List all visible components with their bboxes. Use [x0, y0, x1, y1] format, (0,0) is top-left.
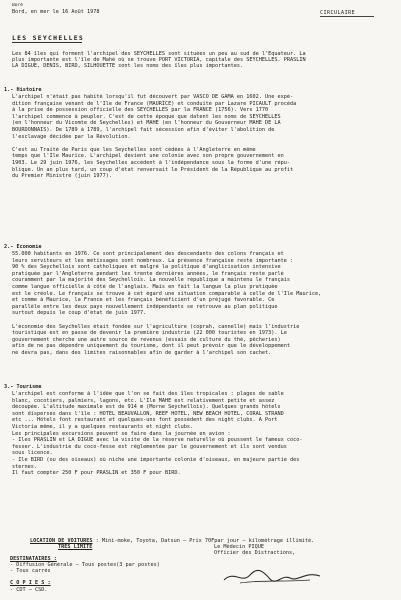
- paragraph-line: blanc, cocotiers, palmiers, lagons, etc. L'Ile MAHE est relativement petite et assez: [12, 397, 275, 404]
- paragraph-line: Victoria même, il y a quelques restaurants et night clubs.: [12, 424, 194, 430]
- paragraph-line: sternes.: [12, 463, 37, 470]
- paragraph-line: - Ile BIRD (ou des oiseaux) où niche une importante colonie d'oiseaux, en majeure partie des: [12, 457, 300, 463]
- paragraph-line: est le créole. Le français se trouve à cet égard une situation comparable à celle de l'Ile Maurice,: [12, 290, 322, 297]
- paragraph-line: BOURDONNAIS). De 1789 à 1789, l'archipel fait sécession afin d'éviter l'abolition de: [12, 127, 275, 133]
- paragraph-line: temps que l'Ile Maurice. L'archipel devient une colonie avec son propre gouvernement en: [12, 153, 284, 160]
- paragraph-line: (en l'honneur du Vicomte de Seychelles) et MAHE (en l'honneur du Gouverneur MAHE DE LA: [12, 120, 281, 127]
- signature-title: Officier des Distractions,: [214, 550, 296, 556]
- paragraph-line: blique. Un an plus tard, un coup d'état renversait le Président de la République au profit: [12, 166, 294, 173]
- paragraph-line: pratiquée par l'Angleterre pendant les trente dernières années, le français reste parlé: [12, 270, 284, 277]
- rental-label: LOCATION DE VOITURES: [30, 538, 93, 544]
- title-underline: [12, 42, 82, 43]
- intro-line: LA DIGUE, DENIS, BIRD, SILHOUETTE sont les noms des îles plus importantes.: [12, 63, 244, 69]
- paragraph-line: L'archipel n'était pas habité lorsqu'il fut découvert par VASCO DE GAMA en 1602. Une expé-: [12, 94, 294, 100]
- paragraph-line: L'économie des Seychelles était fondée sur l'agriculture (coprah, cannelle) mais l'industrie: [12, 323, 300, 330]
- circulaire-stamp: CIRCULAIRE: [320, 10, 374, 17]
- paragraph-line: l'archipel commence à peupler. C'est de cette époque que datent les noms de SEYCHELLES: [12, 113, 281, 120]
- paragraph-line: 90 % des Seychellois sont catholiques et malgré la politique d'anglicisation intensive: [12, 264, 281, 271]
- rental-text: : Mini-moke, Toyota, Datsun – Prix 70Fpar jour – kilométrage illimité.: [95, 538, 315, 544]
- section-heading: 3.- Tourisme: [4, 384, 42, 390]
- distribution-heading: DESTINATAIRES :: [10, 556, 57, 562]
- paragraph-line: gouvernement cherche une autre source de revenus (essais de culture du thé, pêcheries): [12, 336, 281, 343]
- paragraph-line: Les principales excursions peuvent se faire dans la journée en avion :: [12, 430, 231, 437]
- intro-line: Les 84 îles qui forment l'archipel des SEYCHELLES sont situées un peu au sud de l'Equateur. La: [12, 51, 306, 57]
- handwritten-signature: [220, 566, 325, 588]
- paragraph-line: 55.000 habitants en 1976. Ce sont principalement des descendants des colons français et: [12, 251, 284, 257]
- document-title: LES SEYCHELLES: [12, 34, 85, 42]
- paragraph-line: dition française venant de l'Ile de France (MAURICE) et conduite par Lazare PICAULT procéda: [12, 100, 297, 107]
- copies-item: - CDT – CSD.: [10, 587, 48, 593]
- paragraph-line: et comme à Maurice, la France et les français bénéficient d'un préjugé favorable. Ce: [12, 297, 275, 304]
- paragraph-line: comme langue officielle à côté de l'anglais. Mais en fait la langue la plus pratiquée: [12, 284, 278, 290]
- paragraph-line: sont dispersés dans l'île : HOTEL BEAUVALLON, REEF HOTEL, NEW BEACH HOTEL, CORAL STRAND: [12, 410, 284, 417]
- paragraph-line: ne devra pas, dans des limites raisonnables afin de garder à l'archipel son cachet.: [12, 350, 272, 356]
- copies-heading: C O P I E S :: [10, 580, 51, 586]
- paragraph-line: touristique est en passe de devenir la première industrie (22 000 touristes en 1973). Le: [12, 330, 287, 337]
- paragraph-line: couramment par la majorité des Seychellois. La nouvelle république a maintenu le français: [12, 277, 290, 284]
- paragraph-line: du Premier Ministre (juin 1977).: [12, 173, 112, 180]
- paragraph-line: surtout depuis le coup d'état de juin 1977.: [12, 310, 147, 317]
- header-overline: Boré: [12, 3, 24, 8]
- intro-line: plus importante est l'île de Mahé où se trouve PORT VICTORIA, capitale des SEYCHELLES. PRASLIN: [12, 57, 306, 63]
- rental-sub: TRES LIMITE: [58, 544, 93, 550]
- paragraph-line: l'esclavage décidée par la Révolution.: [12, 133, 131, 140]
- paragraph-line: L'archipel est conforme à l'idée que l'on se fait des îles tropicales : plages de sable: [12, 391, 284, 397]
- paragraph-line: sous licence.: [12, 450, 53, 457]
- paragraph-line: etc ... Hôtels font restaurant et quelques-uns font possèdent des night clubs. A Port: [12, 417, 278, 424]
- paragraph-line: - Iles PRASLIN et LA DIGUE avec la visite de la réserve naturelle où poussent le fameux coco-: [12, 437, 303, 444]
- paragraph-line: découpée. L'altitude maximale est de 914 m (Morne Seychellois). Quelques grands hôtels: [12, 404, 281, 411]
- distribution-item: - Tous carrés: [10, 568, 51, 574]
- signature-name: Le Médecin PIQUE: [214, 544, 264, 550]
- paragraph-line: C'est au Traité de Paris que les Seychelles sont cédées à l'Angleterre en même: [12, 146, 256, 153]
- paragraph-line: Il faut compter 250 F pour PRASLIN et 350 F pour BIRD.: [12, 470, 181, 477]
- paragraph-line: leurs serviteurs et les métissages sont nombreux. La présence française reste importante :: [12, 257, 294, 264]
- paragraph-line: 1903. Le 29 juin 1976, les Seychelles accèdent à l'indépendance sous la forme d'une répu-: [12, 160, 290, 166]
- distribution-item: - Diffusion Générale – Tous postes(3 par postes): [10, 562, 160, 568]
- dateline: Bord, en mer le 16 Août 1978: [12, 9, 100, 15]
- section-heading: 2.- Economie: [4, 244, 42, 250]
- paragraph-line: à la prise de possession officielle des SEYCHELLES par la FRANCE (1756). Vers 1770: [12, 107, 269, 114]
- section-heading: 1.- Histoire: [4, 87, 42, 93]
- paragraph-line: afin de ne pas dépendre uniquement du tourisme, dont il peut prévoir que le développement: [12, 343, 290, 350]
- paragraph-line: parallèle entre les deux pays nouvellement indépendants se retrouve au plan politique: [12, 303, 278, 310]
- paragraph-line: fesser. L'industrie du coco-fesse est réglementée par le gouvernement et ils sont vendus: [12, 443, 287, 450]
